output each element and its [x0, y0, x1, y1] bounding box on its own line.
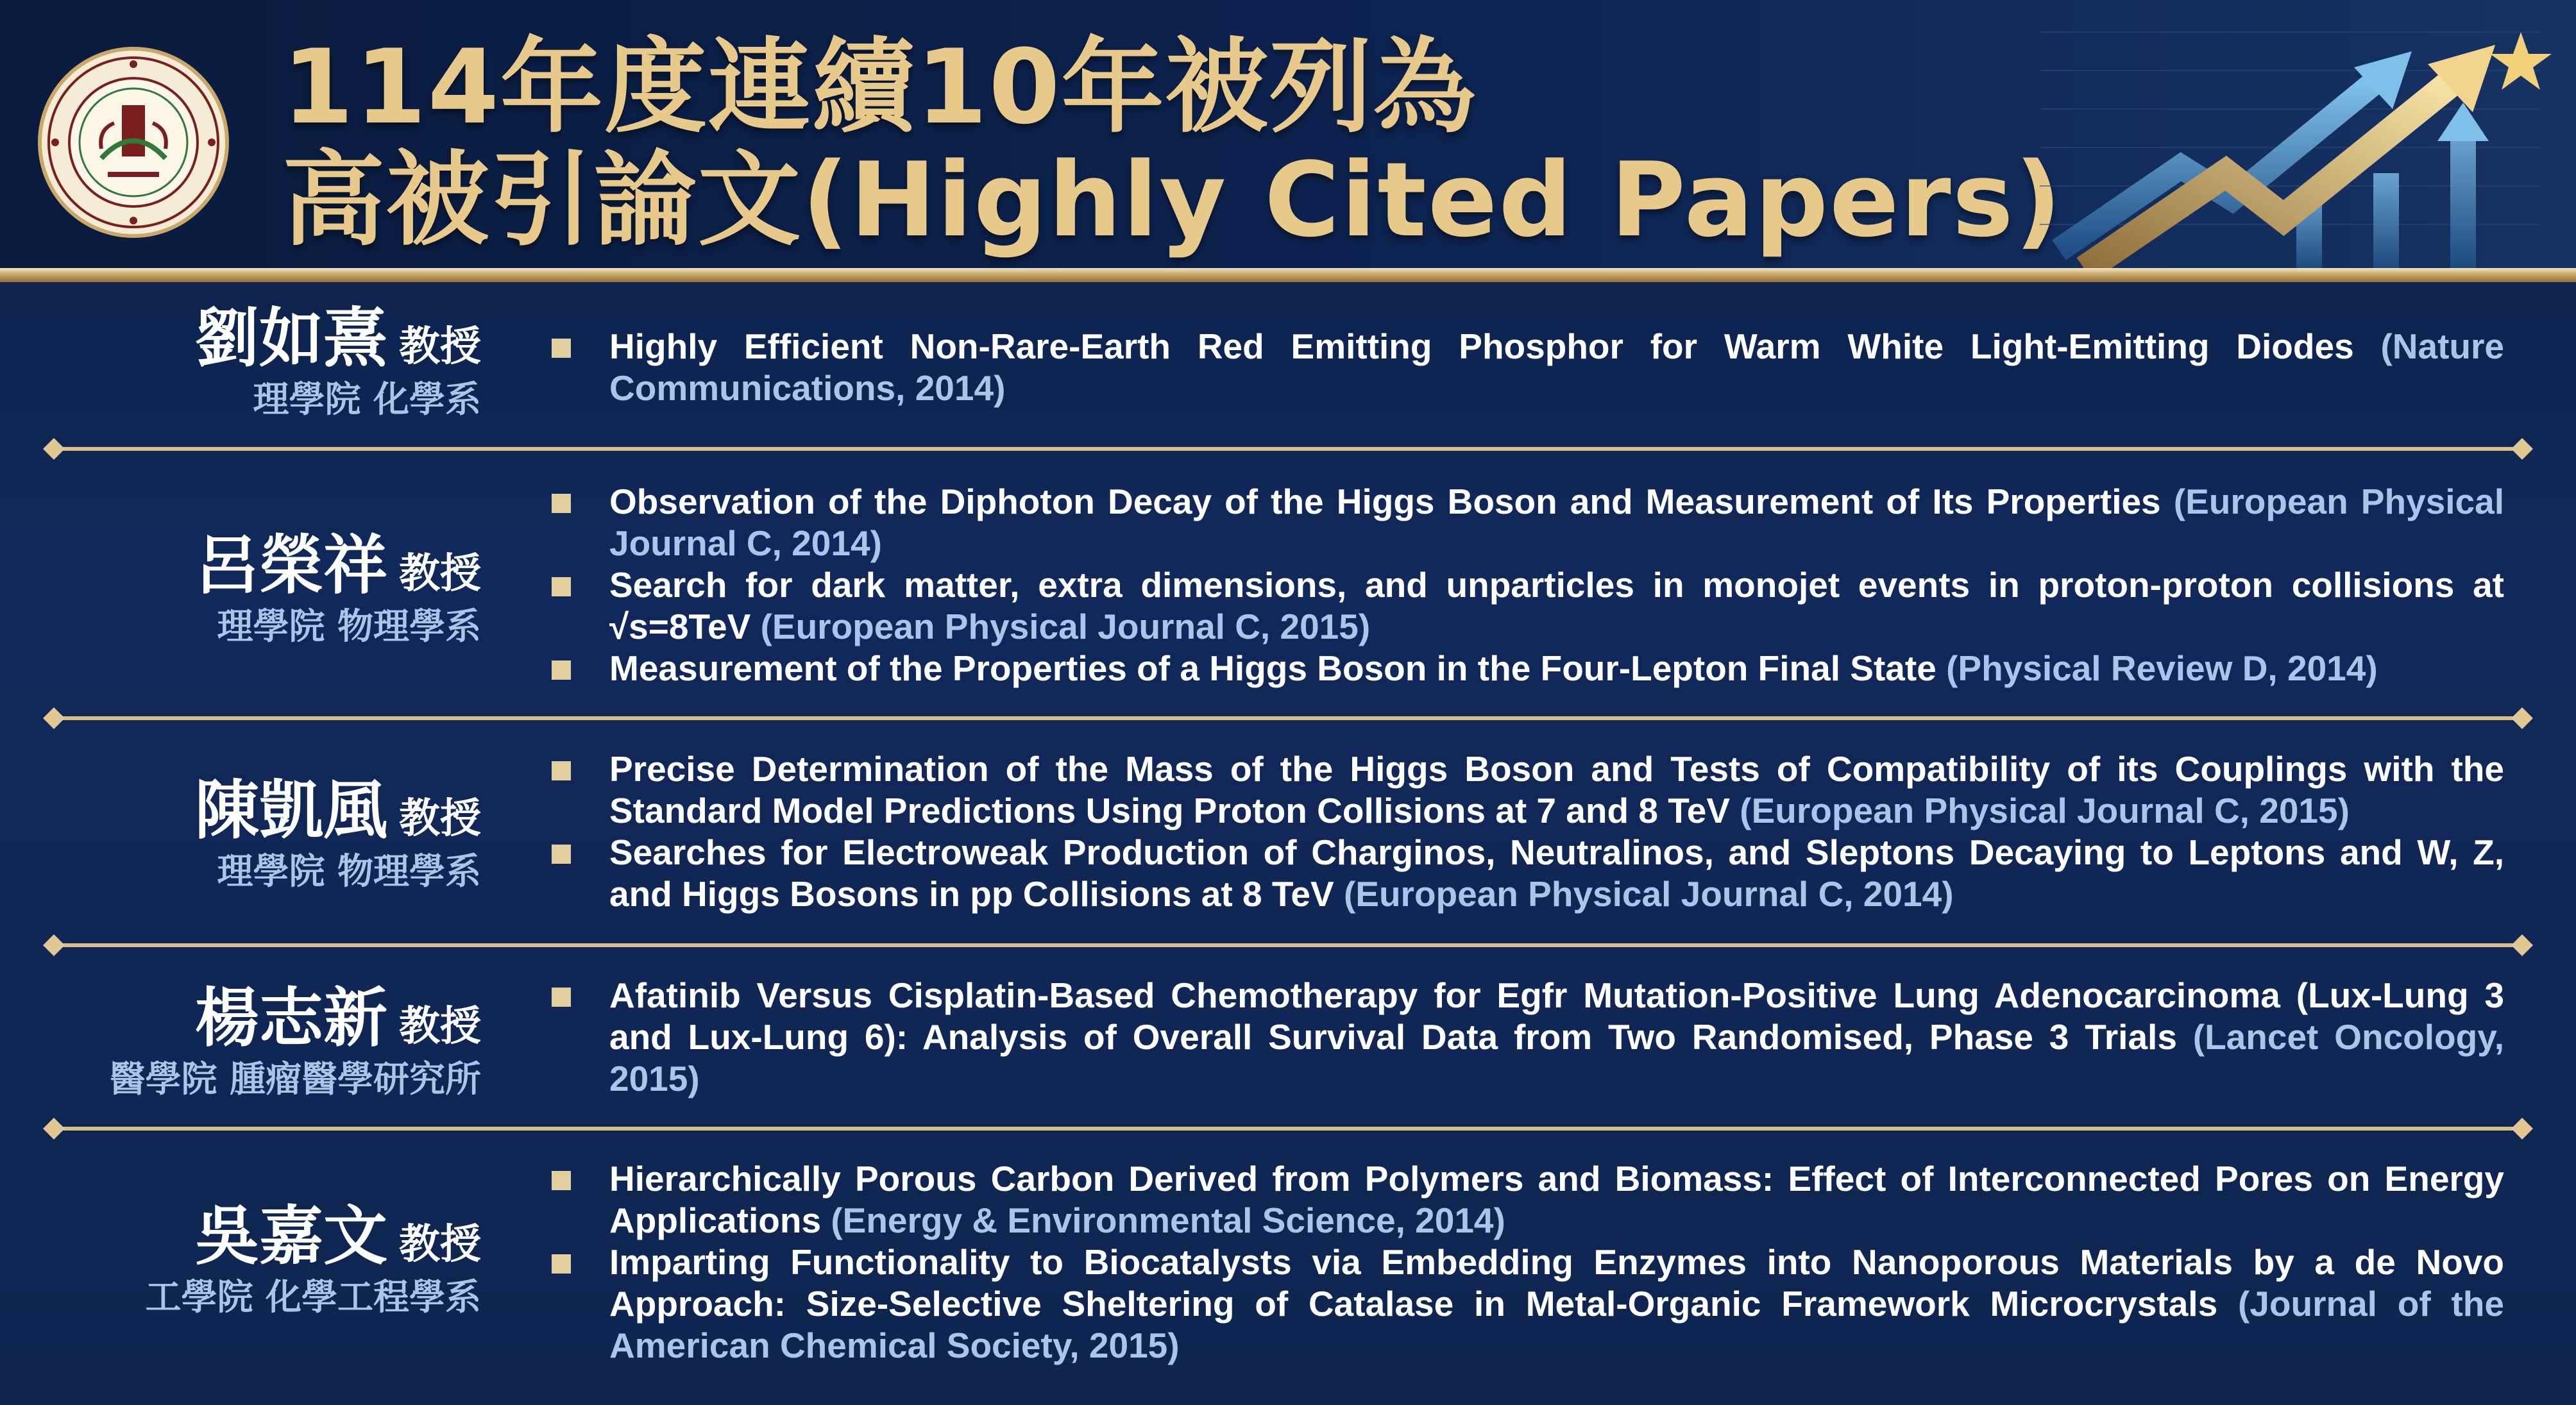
paper-journal: (European Physical Journal C, 2014) — [1343, 874, 1954, 914]
paper-list — [552, 748, 2504, 915]
professor-department: 理學院 物理學系 — [217, 606, 481, 648]
paper-journal: (Physical Review D, 2014) — [1946, 648, 2378, 688]
paper-journal: (Energy & Environmental Science, 2014) — [831, 1200, 1505, 1240]
square-bullet-icon — [552, 660, 571, 680]
professor-name: 劉如熹 — [195, 301, 387, 376]
professor-title: 教授 — [399, 1221, 481, 1268]
professor-department: 工學院 化學工程學系 — [145, 1277, 481, 1318]
paper-title: Imparting Functionality to Biocatalysts via Embedding Enzymes into Nanoporous Materials by a de Novo Approach: Size-Selective Sheltering of Catalase in Metal-Organic Framework Microcrystals — [609, 1242, 2504, 1324]
square-bullet-icon — [552, 761, 571, 780]
square-bullet-icon — [552, 339, 571, 358]
professor-title: 教授 — [399, 323, 481, 371]
paper-title: Highly Efficient Non-Rare-Earth Red Emitting Phosphor for Warm White Light-Emitting Diodes — [609, 326, 2354, 366]
professor-name: 呂榮祥 — [195, 528, 387, 603]
paper-title: Search for dark matter, extra dimensions, and unparticles in monojet events in proton-proton collisions at √s=8TeV — [609, 565, 2504, 646]
professor-label — [195, 300, 481, 423]
professor-title: 教授 — [399, 550, 481, 598]
paper-item — [552, 748, 2504, 832]
paper-title: Searches for Electroweak Production of Charginos, Neutralinos, and Sleptons Decaying to Leptons and W, Z, and Higgs Bosons in pp Collisions at 8 TeV — [609, 832, 2504, 914]
paper-item — [552, 832, 2504, 915]
paper-journal: (Nature Communications, 2014) — [609, 326, 2505, 408]
paper-item — [552, 326, 2504, 409]
professor-department: 理學院 化學系 — [253, 379, 481, 421]
paper-item — [552, 648, 2504, 689]
paper-title: Precise Determination of the Mass of the Higgs Boson and Tests of Compatibility of its Couplings with the Standard Model Predictions Using Proton Collisions at 7 and 8 TeV — [609, 749, 2504, 830]
rising-arrows-chart-icon — [2014, 6, 2576, 269]
professor-name: 陳凱風 — [195, 773, 387, 848]
professor-label — [195, 527, 481, 650]
paper-journal: (Lancet Oncology, 2015) — [609, 1017, 2505, 1098]
square-bullet-icon — [552, 494, 571, 513]
paper-journal: (European Physical Journal C, 2014) — [609, 482, 2505, 563]
divider — [51, 447, 2525, 451]
paper-item — [552, 975, 2504, 1100]
professor-title: 教授 — [399, 1003, 481, 1050]
divider — [51, 1127, 2525, 1131]
paper-journal: (European Physical Journal C, 2015) — [1740, 791, 2350, 830]
paper-list — [552, 1158, 2504, 1367]
professor-label — [110, 980, 482, 1103]
paper-list — [552, 481, 2504, 689]
professor-department: 醫學院 腫瘤醫學研究所 — [109, 1059, 481, 1100]
paper-title: Hierarchically Porous Carbon Derived from Polymers and Biomass: Effect of Interconnected Pores on Energy Applications — [609, 1159, 2504, 1240]
square-bullet-icon — [552, 1254, 571, 1274]
professor-label — [195, 772, 481, 895]
paper-title: Observation of the Diphoton Decay of the Higgs Boson and Measurement of Its Properties — [609, 482, 2161, 521]
professor-department: 理學院 物理學系 — [217, 851, 481, 893]
paper-journal: (Journal of the American Chemical Society, 2015) — [609, 1284, 2504, 1365]
title-line-1: 114年度連續10年被列為 — [282, 27, 1477, 147]
paper-journal: (European Physical Journal C, 2015) — [760, 607, 1371, 646]
page-title — [282, 27, 2063, 260]
paper-title: Measurement of the Properties of a Higgs Boson in the Four-Lepton Final State — [609, 648, 1936, 688]
university-seal-icon — [37, 46, 230, 239]
square-bullet-icon — [552, 1171, 571, 1190]
paper-list — [552, 975, 2504, 1100]
professor-name: 吳嘉文 — [195, 1199, 387, 1274]
paper-title: Afatinib Versus Cisplatin-Based Chemotherapy for Egfr Mutation-Positive Lung Adenocarcinoma (Lux-Lung 3 and Lux-Lung 6): Analysis of Overall Survival Data from Two Randomised, Phase 3 Trials — [609, 975, 2504, 1057]
paper-item — [552, 564, 2504, 648]
divider — [51, 716, 2525, 720]
square-bullet-icon — [552, 577, 571, 596]
paper-item — [552, 481, 2504, 564]
title-line-2: 高被引論文(Highly Cited Papers) — [282, 140, 2063, 260]
paper-item — [552, 1241, 2504, 1367]
professor-title: 教授 — [399, 795, 481, 843]
divider — [51, 943, 2525, 947]
square-bullet-icon — [552, 845, 571, 864]
paper-list — [552, 326, 2504, 409]
professor-name: 楊志新 — [195, 980, 387, 1056]
professor-label — [146, 1198, 482, 1321]
header-gold-rule — [0, 268, 2576, 282]
square-bullet-icon — [552, 988, 571, 1007]
paper-item — [552, 1158, 2504, 1241]
